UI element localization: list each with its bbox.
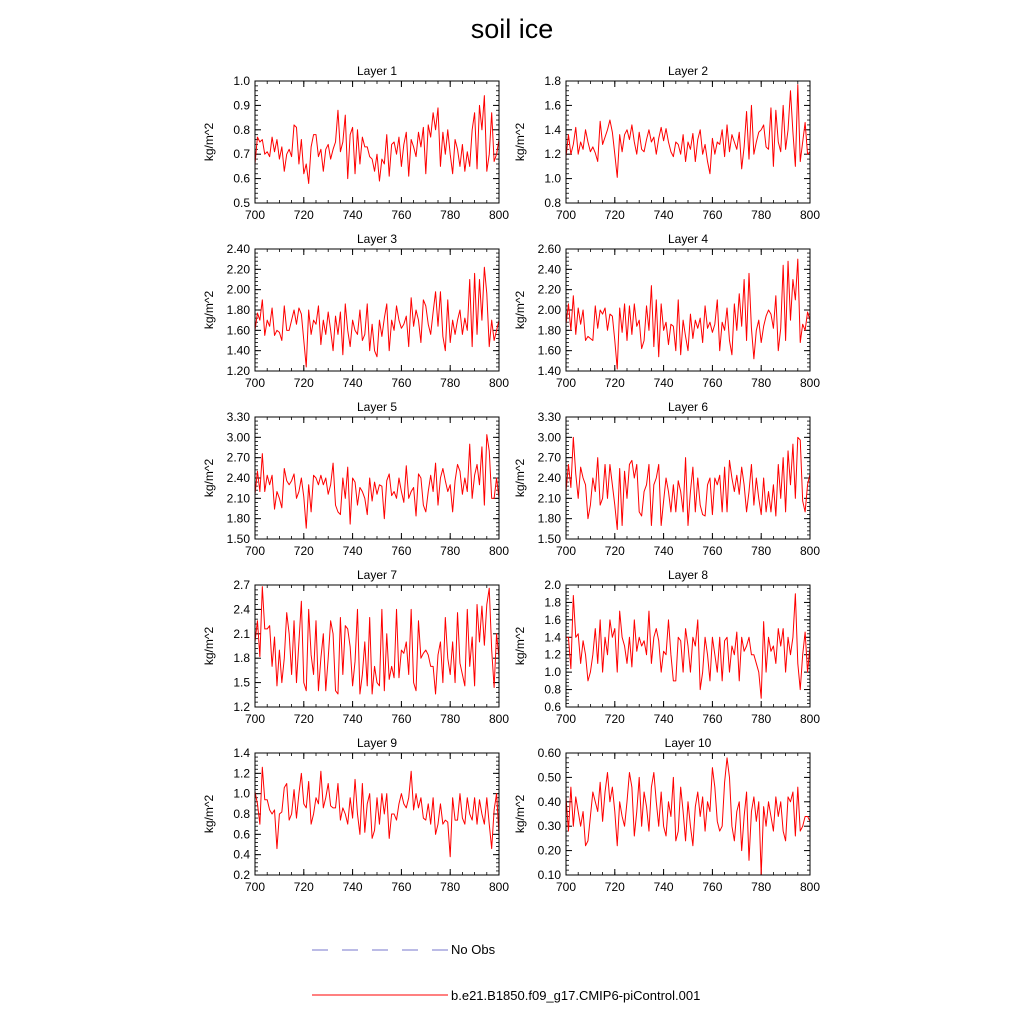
panel-title: Layer 5 bbox=[356, 400, 398, 414]
x-tick-label: 740 bbox=[653, 712, 674, 726]
y-tick-label: 2.00 bbox=[226, 282, 250, 297]
x-tick-label: 760 bbox=[702, 880, 723, 894]
panel-title: Layer 9 bbox=[356, 736, 398, 750]
y-axis-label: kg/m^2 bbox=[202, 458, 216, 498]
y-tick-label: 1.20 bbox=[226, 364, 250, 378]
y-axis-label: kg/m^2 bbox=[513, 458, 527, 498]
y-tick-label: 1.8 bbox=[544, 74, 561, 88]
y-tick-label: 2.10 bbox=[226, 491, 250, 506]
x-tick-label: 700 bbox=[555, 712, 577, 726]
y-tick-label: 1.80 bbox=[537, 511, 561, 526]
y-tick-label: 2.20 bbox=[226, 262, 250, 277]
x-tick-label: 780 bbox=[440, 880, 461, 894]
x-tick-label: 700 bbox=[244, 712, 266, 726]
y-tick-label: 1.0 bbox=[233, 74, 250, 88]
y-tick-label: 0.8 bbox=[544, 196, 561, 210]
y-tick-label: 1.0 bbox=[544, 665, 561, 680]
x-tick-label: 760 bbox=[391, 376, 412, 390]
y-tick-label: 0.40 bbox=[537, 794, 561, 809]
x-tick-label: 760 bbox=[702, 544, 723, 558]
y-tick-label: 0.10 bbox=[537, 868, 561, 882]
x-tick-label: 740 bbox=[342, 712, 363, 726]
y-tick-label: 1.2 bbox=[544, 647, 561, 662]
y-tick-label: 1.40 bbox=[537, 364, 561, 378]
plot-frame bbox=[255, 417, 499, 539]
panel-title: Layer 10 bbox=[664, 736, 712, 750]
series-line bbox=[255, 767, 499, 856]
y-tick-label: 2.4 bbox=[233, 602, 250, 617]
y-tick-label: 0.4 bbox=[233, 847, 250, 862]
x-tick-label: 800 bbox=[488, 376, 510, 390]
x-tick-label: 780 bbox=[751, 544, 772, 558]
panel-10 bbox=[513, 736, 820, 894]
x-tick-label: 740 bbox=[653, 544, 674, 558]
y-tick-label: 1.80 bbox=[226, 511, 250, 526]
x-tick-label: 780 bbox=[440, 712, 461, 726]
y-tick-label: 1.4 bbox=[544, 122, 561, 137]
y-tick-label: 1.80 bbox=[226, 303, 250, 317]
x-tick-label: 740 bbox=[653, 376, 674, 390]
y-tick-label: 1.4 bbox=[544, 630, 561, 645]
x-tick-label: 800 bbox=[488, 208, 510, 222]
x-tick-label: 780 bbox=[440, 544, 461, 558]
series-line bbox=[255, 587, 499, 694]
x-tick-label: 800 bbox=[799, 712, 821, 726]
series-line bbox=[566, 259, 810, 369]
x-tick-label: 780 bbox=[751, 712, 772, 726]
panel-2 bbox=[513, 64, 820, 222]
y-tick-label: 0.20 bbox=[537, 843, 561, 858]
x-tick-label: 720 bbox=[604, 376, 625, 390]
y-tick-label: 3.00 bbox=[537, 430, 561, 445]
y-tick-label: 2.70 bbox=[537, 450, 561, 465]
y-tick-label: 0.2 bbox=[233, 868, 250, 882]
y-tick-label: 1.2 bbox=[233, 700, 250, 714]
series-line bbox=[255, 435, 499, 529]
x-tick-label: 720 bbox=[293, 376, 314, 390]
x-tick-label: 740 bbox=[653, 880, 674, 894]
y-tick-label: 1.50 bbox=[537, 532, 561, 546]
y-tick-label: 2.10 bbox=[537, 491, 561, 506]
legend-label-model: b.e21.B1850.f09_g17.CMIP6-piControl.001 bbox=[451, 988, 701, 1003]
panel-5 bbox=[202, 400, 509, 558]
y-tick-label: 1.6 bbox=[544, 98, 561, 113]
x-tick-label: 720 bbox=[604, 712, 625, 726]
series-line bbox=[566, 437, 810, 529]
x-tick-label: 780 bbox=[751, 376, 772, 390]
x-tick-label: 760 bbox=[702, 712, 723, 726]
x-tick-label: 740 bbox=[342, 880, 363, 894]
y-tick-label: 0.60 bbox=[537, 746, 561, 760]
y-tick-label: 0.9 bbox=[233, 98, 250, 113]
y-tick-label: 2.40 bbox=[226, 471, 250, 485]
x-tick-label: 780 bbox=[751, 880, 772, 894]
y-tick-label: 2.60 bbox=[537, 242, 561, 256]
y-tick-label: 2.40 bbox=[226, 242, 250, 256]
x-tick-label: 800 bbox=[799, 544, 821, 558]
panel-title: Layer 3 bbox=[356, 232, 398, 246]
y-tick-label: 1.60 bbox=[226, 323, 250, 338]
y-tick-label: 0.8 bbox=[233, 122, 250, 137]
panel-title: Layer 4 bbox=[667, 232, 709, 246]
y-tick-label: 3.30 bbox=[226, 410, 250, 424]
panel-7 bbox=[202, 568, 509, 726]
x-tick-label: 760 bbox=[391, 208, 412, 222]
panel-title: Layer 7 bbox=[356, 568, 398, 582]
x-tick-label: 700 bbox=[555, 544, 577, 558]
panel-9 bbox=[202, 736, 509, 894]
y-tick-label: 1.0 bbox=[233, 786, 250, 801]
x-tick-label: 720 bbox=[604, 208, 625, 222]
y-axis-label: kg/m^2 bbox=[513, 794, 527, 834]
x-tick-label: 700 bbox=[244, 208, 266, 222]
x-tick-label: 800 bbox=[799, 208, 821, 222]
x-tick-label: 760 bbox=[391, 712, 412, 726]
y-tick-label: 0.8 bbox=[544, 682, 561, 697]
y-tick-label: 0.5 bbox=[233, 196, 250, 210]
x-tick-label: 800 bbox=[799, 880, 821, 894]
x-tick-label: 700 bbox=[244, 544, 266, 558]
panel-1 bbox=[202, 64, 509, 222]
y-tick-label: 0.7 bbox=[233, 147, 250, 162]
x-tick-label: 800 bbox=[799, 376, 821, 390]
y-tick-label: 2.70 bbox=[226, 450, 250, 465]
series-line bbox=[566, 758, 810, 875]
y-tick-label: 0.6 bbox=[233, 827, 250, 842]
panel-6 bbox=[513, 400, 820, 558]
panel-8 bbox=[513, 568, 820, 726]
x-tick-label: 760 bbox=[391, 880, 412, 894]
x-tick-label: 720 bbox=[293, 544, 314, 558]
y-tick-label: 2.7 bbox=[233, 578, 250, 592]
x-tick-label: 720 bbox=[293, 880, 314, 894]
y-tick-label: 0.8 bbox=[233, 807, 250, 821]
y-tick-label: 2.00 bbox=[537, 303, 561, 317]
panel-title: Layer 6 bbox=[667, 400, 709, 414]
x-tick-label: 740 bbox=[342, 544, 363, 558]
y-tick-label: 1.8 bbox=[544, 595, 561, 610]
figure-title: soil ice bbox=[470, 14, 554, 44]
x-tick-label: 720 bbox=[293, 208, 314, 222]
x-tick-label: 780 bbox=[440, 376, 461, 390]
y-axis-label: kg/m^2 bbox=[202, 794, 216, 834]
y-tick-label: 1.60 bbox=[537, 343, 561, 358]
x-tick-label: 740 bbox=[342, 208, 363, 222]
x-tick-label: 700 bbox=[244, 880, 266, 894]
y-tick-label: 1.4 bbox=[233, 746, 250, 760]
x-tick-label: 720 bbox=[604, 544, 625, 558]
y-tick-label: 0.6 bbox=[233, 171, 250, 186]
y-tick-label: 2.20 bbox=[537, 282, 561, 297]
y-tick-label: 3.30 bbox=[537, 410, 561, 424]
y-tick-label: 1.0 bbox=[544, 171, 561, 186]
plot-frame bbox=[566, 249, 810, 371]
panel-title: Layer 2 bbox=[667, 64, 709, 78]
x-tick-label: 700 bbox=[555, 376, 577, 390]
y-tick-label: 3.00 bbox=[226, 430, 250, 445]
y-tick-label: 2.0 bbox=[544, 578, 561, 592]
y-tick-label: 0.50 bbox=[537, 770, 561, 785]
y-tick-label: 1.2 bbox=[544, 147, 561, 162]
x-tick-label: 740 bbox=[653, 208, 674, 222]
series-line bbox=[566, 594, 810, 699]
y-axis-label: kg/m^2 bbox=[202, 122, 216, 162]
x-tick-label: 720 bbox=[293, 712, 314, 726]
x-tick-label: 700 bbox=[555, 880, 577, 894]
x-tick-label: 780 bbox=[440, 208, 461, 222]
panel-title: Layer 1 bbox=[356, 64, 398, 78]
series-line bbox=[255, 267, 499, 367]
y-tick-label: 1.50 bbox=[226, 532, 250, 546]
y-tick-label: 2.40 bbox=[537, 262, 561, 277]
x-tick-label: 700 bbox=[244, 376, 266, 390]
y-tick-label: 0.30 bbox=[537, 819, 561, 834]
y-tick-label: 0.6 bbox=[544, 700, 561, 714]
y-tick-label: 1.6 bbox=[544, 612, 561, 627]
y-tick-label: 1.2 bbox=[233, 766, 250, 781]
y-tick-label: 1.8 bbox=[233, 651, 250, 666]
panel-3 bbox=[202, 232, 509, 390]
y-axis-label: kg/m^2 bbox=[513, 290, 527, 330]
x-tick-label: 800 bbox=[488, 880, 510, 894]
panel-title: Layer 8 bbox=[667, 568, 709, 582]
x-tick-label: 700 bbox=[555, 208, 577, 222]
plot-frame bbox=[255, 585, 499, 707]
y-axis-label: kg/m^2 bbox=[513, 122, 527, 162]
x-tick-label: 780 bbox=[751, 208, 772, 222]
y-tick-label: 2.1 bbox=[233, 626, 250, 641]
x-tick-label: 760 bbox=[702, 376, 723, 390]
series-line bbox=[566, 85, 810, 178]
x-tick-label: 760 bbox=[702, 208, 723, 222]
y-tick-label: 1.40 bbox=[226, 343, 250, 358]
y-axis-label: kg/m^2 bbox=[202, 290, 216, 330]
legend bbox=[312, 950, 448, 995]
panel-4 bbox=[513, 232, 820, 390]
plot-frame bbox=[255, 81, 499, 203]
x-tick-label: 740 bbox=[342, 376, 363, 390]
x-tick-label: 760 bbox=[391, 544, 412, 558]
x-tick-label: 800 bbox=[488, 544, 510, 558]
y-axis-label: kg/m^2 bbox=[513, 626, 527, 666]
x-tick-label: 800 bbox=[488, 712, 510, 726]
legend-label-no-obs: No Obs bbox=[451, 942, 496, 957]
series-line bbox=[255, 96, 499, 184]
x-tick-label: 720 bbox=[604, 880, 625, 894]
y-axis-label: kg/m^2 bbox=[202, 626, 216, 666]
y-tick-label: 1.80 bbox=[537, 323, 561, 338]
y-tick-label: 1.5 bbox=[233, 675, 250, 690]
y-tick-label: 2.40 bbox=[537, 471, 561, 485]
